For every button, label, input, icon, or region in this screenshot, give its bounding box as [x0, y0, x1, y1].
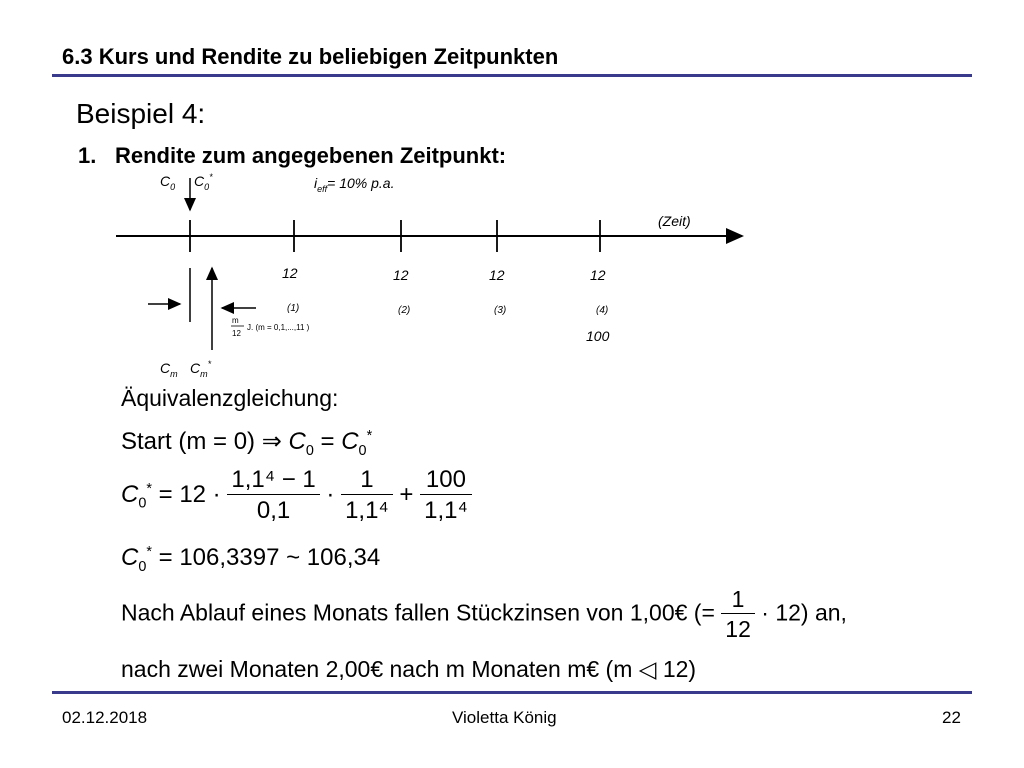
equivalence-heading: Äquivalenzgleichung:: [121, 385, 339, 411]
payment-3: 12: [489, 267, 505, 283]
start-equation: Start (m = 0) ⇒ $C_0 = C_0^*$: [121, 428, 373, 459]
fraction-discount: $\frac{1}{\text{1,1⁴}}$: [341, 466, 393, 525]
cm-label: $C_m$: [160, 360, 178, 379]
fraction-one-twelfth: $\frac{1}{12}$: [721, 586, 755, 643]
zeit-label: (Zeit): [658, 213, 691, 229]
final-payment: 100: [586, 328, 610, 344]
accrued-interest-line-2: nach zwei Monaten 2,00€ nach m Monaten m€ (m ◁ 12): [121, 656, 697, 682]
m-frac-den: 12: [232, 329, 241, 338]
footer-date: 02.12.2018: [62, 708, 148, 727]
present-value-equation: $C_0^* = 12$ · $\frac{\text{1,1⁴ − 1}}{0,1}$ · $\frac{1}{\text{1,1⁴}}$ + $\frac{100}{\text{1,1⁴}}$: [121, 466, 472, 525]
footer-page-number: 22: [942, 708, 961, 727]
ieff-label: $i_{eff}= 10\%$ p.a.: [314, 175, 395, 194]
fraction-annuity: $\frac{\text{1,1⁴ − 1}}{0,1}$: [227, 466, 319, 525]
cm-star-label: $C_m^*$: [190, 359, 212, 379]
footer-author: Violetta König: [452, 708, 557, 727]
m-text: J. (m = 0,1,...,11 ): [247, 323, 310, 332]
result-equation: $C_0^* = 106,3397$ ~ 106,34: [121, 544, 381, 575]
payment-1: 12: [282, 265, 298, 281]
example-heading: Beispiel 4:: [76, 98, 206, 129]
c0-label: $C_0$: [160, 173, 176, 192]
accrued-interest-line-1: Nach Ablauf eines Monats fallen Stückzinsen von 1,00€ (= $\frac{1}{12}$ · 12) an,: [121, 586, 847, 642]
period-2: (2): [398, 305, 411, 316]
period-3: (3): [494, 305, 507, 316]
c0-star-label: $C_0^*$: [194, 172, 213, 192]
m-frac-num: m: [232, 316, 239, 325]
slide-title: 6.3 Kurs und Rendite zu beliebigen Zeitpunkten: [62, 44, 559, 69]
point-text: Rendite zum angegebenen Zeitpunkt:: [115, 143, 507, 168]
footer-divider: [52, 691, 972, 694]
period-1: (1): [287, 303, 300, 314]
payment-4: 12: [590, 267, 606, 283]
period-4: (4): [596, 305, 609, 316]
fraction-redemption: $\frac{100}{\text{1,1⁴}}$: [420, 466, 472, 525]
payment-2: 12: [393, 267, 409, 283]
point-number: 1.: [78, 143, 97, 168]
